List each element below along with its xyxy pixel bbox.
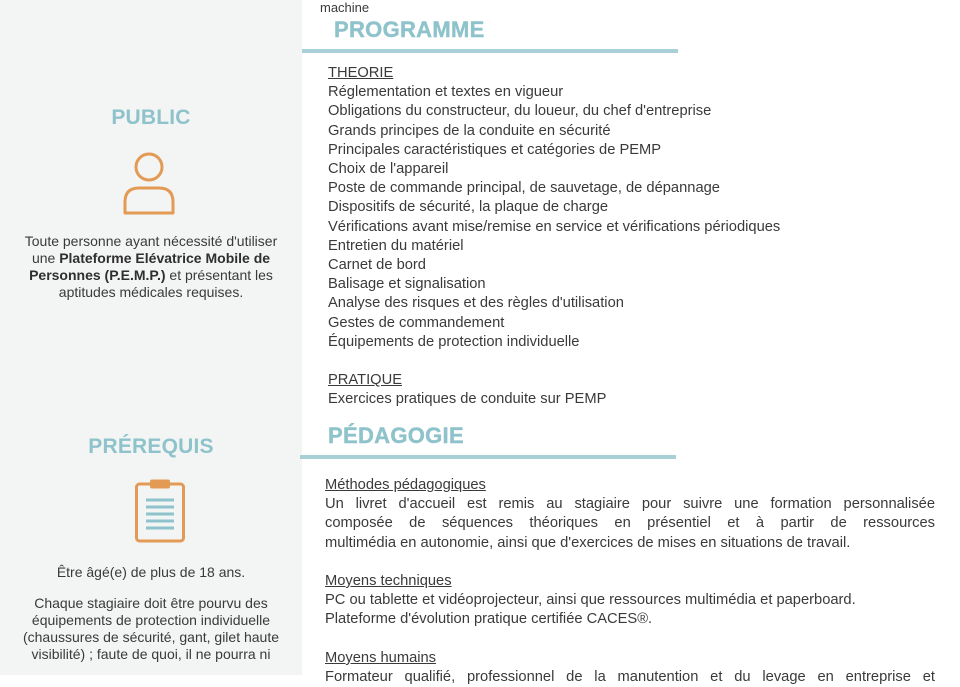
public-text-before: Toute personne ayant nécessité d'utiliser une: [24, 233, 278, 266]
list-item: Gestes de commandement: [328, 314, 505, 331]
list-item: Obligations du constructeur, du loueur, du chef d'entreprise: [328, 103, 712, 120]
humains-label: Moyens humains: [325, 650, 437, 666]
methodes-section: [325, 476, 935, 553]
public-title: PUBLIC: [111, 106, 191, 129]
methodes-line: multimédia en autonomie, ainsi que d'exercices de mises en situations de travail.: [325, 534, 851, 551]
list-item: Entretien du matériel: [328, 237, 464, 254]
list-item: Analyse des risques et des règles d'utilisation: [328, 295, 624, 312]
public-text-bold: Plateforme Elévatrice Mobile de Personnes (P.E.M.P.): [29, 250, 271, 283]
theorie-list: [328, 64, 780, 352]
clipboard-icon: [134, 478, 186, 544]
methodes-label: Méthodes pédagogiques: [325, 477, 486, 493]
person-icon: [122, 150, 176, 216]
top-fragment-text: machine: [320, 0, 370, 15]
theorie-label: THEORIE: [328, 65, 394, 81]
pratique-list: [328, 371, 606, 409]
programme-title: PROGRAMME: [334, 17, 485, 42]
programme-divider: [302, 49, 678, 53]
list-item: Choix de l'appareil: [328, 161, 449, 178]
list-item: Vérifications avant mise/remise en service et vérifications périodiques: [328, 218, 781, 235]
techniques-line: PC ou tablette et vidéoprojecteur, ainsi que ressources multimédia et paperboard.: [325, 592, 856, 609]
list-item: Principales caractéristiques et catégories de PEMP: [328, 141, 662, 158]
list-item: Dispositifs de sécurité, la plaque de charge: [328, 199, 609, 216]
list-item: Carnet de bord: [328, 257, 426, 274]
list-item: Balisage et signalisation: [328, 276, 486, 293]
list-item: Poste de commande principal, de sauvetage, de dépannage: [328, 180, 720, 197]
techniques-section: [325, 572, 935, 630]
methodes-line: Un livret d'accueil est remis au stagiaire pour suivre une formation personnalisée: [325, 496, 935, 513]
sidebar: [0, 0, 302, 675]
pratique-label: PRATIQUE: [328, 372, 402, 388]
list-item: Exercices pratiques de conduite sur PEMP: [328, 391, 607, 408]
techniques-line: Plateforme d'évolution pratique certifiée CACES®.: [325, 611, 653, 628]
techniques-label: Moyens techniques: [325, 573, 452, 589]
list-item: Réglementation et textes en vigueur: [328, 84, 564, 101]
pedagogie-title: PÉDAGOGIE: [328, 423, 464, 448]
humains-section: [325, 649, 935, 687]
humains-line: Formateur qualifié, professionnel de la manutention et du levage en entreprise et: [325, 669, 935, 686]
public-description: [22, 233, 280, 301]
list-item: Équipements de protection individuelle: [328, 333, 580, 350]
prerequis-title: PRÉREQUIS: [88, 435, 214, 458]
prerequis-equipment: Chaque stagiaire doit être pourvu des équipements de protection individuelle (chaussures de sécurité, gant, gilet haute visibilité) ; faute de quoi, il ne pourra ni: [22, 595, 280, 662]
list-item: Grands principes de la conduite en sécurité: [328, 122, 611, 139]
methodes-line: composée de séquences théoriques en présentiel et à partir de ressources: [325, 515, 935, 532]
pedagogie-divider: [300, 455, 676, 459]
public-text-after: et présentant les aptitudes médicales requises.: [58, 267, 273, 300]
prerequis-age: Être âgé(e) de plus de 18 ans.: [56, 564, 246, 580]
